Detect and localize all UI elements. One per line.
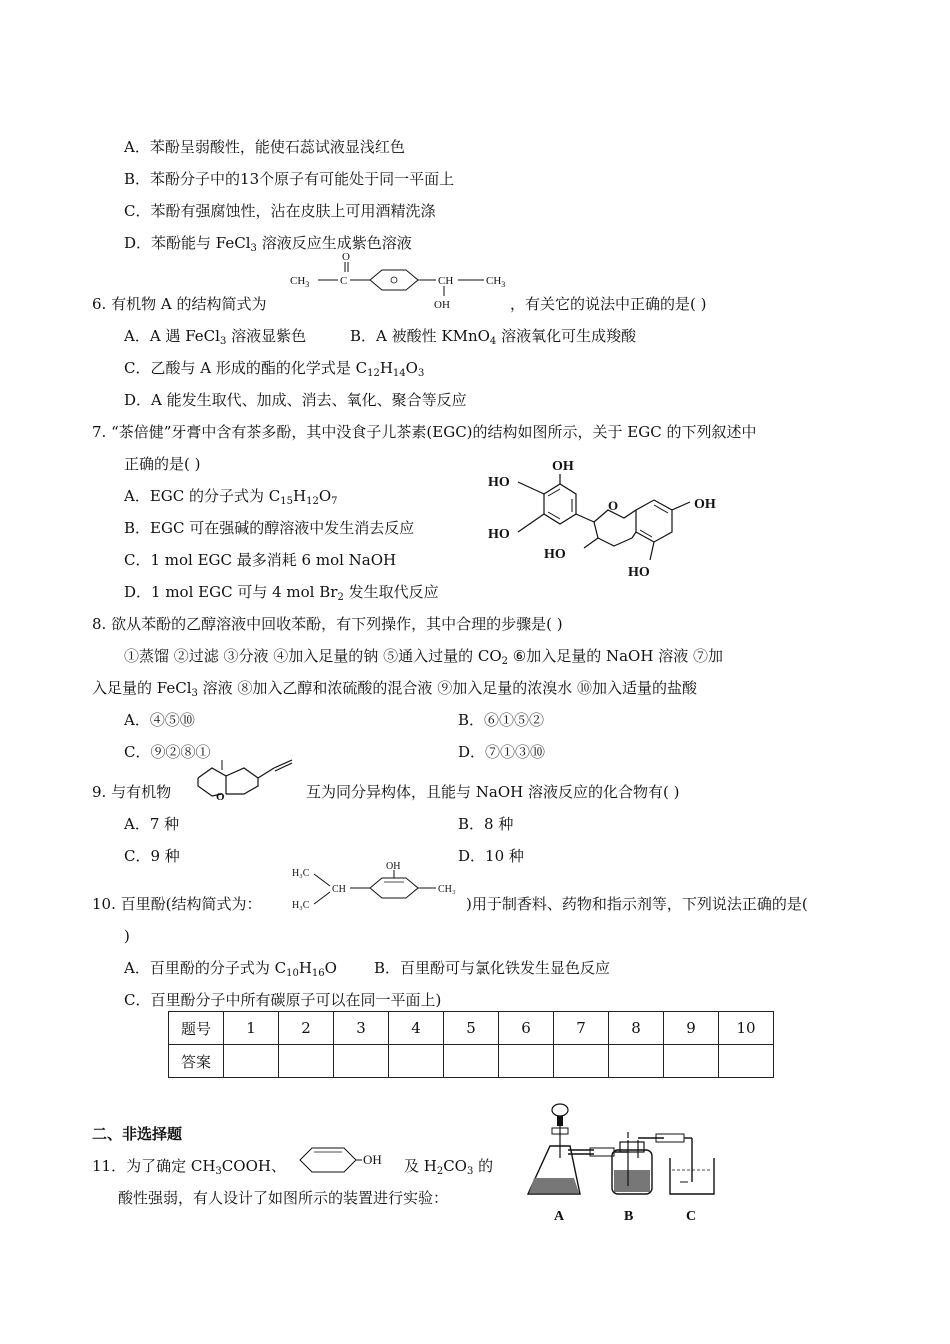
q6-option-b: B．A 被酸性 KMnO$_4$ 溶液氧化可生成羧酸 [350, 327, 637, 347]
svg-text:HO: HO [488, 475, 510, 490]
question-number-cell: 8 [609, 1012, 664, 1045]
q9-option-c: C．9 种 [124, 847, 180, 865]
q8-operations-line1: ①蒸馏 ②过滤 ③分液 ④加入足量的钠 ⑤通入过量的 $CO_2$ ⑥加入足量的 NaOH 溶液 ⑦加 [124, 647, 723, 667]
q10-option-c: C．百里酚分子中所有碳原子可以在同一平面上) [124, 991, 442, 1009]
q10-option-a: A．百里酚的分子式为 $C_{10}H_{16}O$ [124, 959, 337, 979]
answer-cell[interactable] [554, 1045, 609, 1078]
svg-text:CH: CH [332, 884, 346, 895]
question-number-label: 题号 [169, 1012, 224, 1045]
answer-table-answer-row [169, 1045, 774, 1078]
answer-cell[interactable] [334, 1045, 389, 1078]
q6-option-c: C．乙酸与 A 形成的酯的化学式是 $C_{12}H_{14}O_3$ [124, 359, 425, 379]
q9-option-d: D．10 种 [458, 847, 524, 865]
q7-option-c: C．1 mol EGC 最多消耗 6 mol NaOH [124, 551, 397, 569]
question-number-cell: 5 [444, 1012, 499, 1045]
q7-stem-line2: 正确的是( ) [124, 455, 201, 473]
svg-text:C: C [340, 275, 348, 287]
q7-stem-line1: 7. “茶倍健”牙膏中含有茶多酚，其中没食子儿茶素(EGC)的结构如图所示，关于 EGC 的下列叙述中 [92, 423, 757, 441]
svg-text:O: O [342, 251, 350, 263]
q5-option-d: D．苯酚能与 FeCl$_3$ 溶液反应生成紫色溶液 [124, 234, 412, 254]
q5-option-c: C．苯酚有强腐蚀性，沾在皮肤上可用酒精洗涤 [124, 202, 436, 220]
phenol-structure-diagram [296, 1142, 392, 1178]
apparatus-label-c: C [686, 1209, 697, 1224]
svg-text:HO: HO [544, 547, 566, 562]
q5-option-a: A．苯酚呈弱酸性，能使石蕊试液显浅红色 [124, 138, 405, 156]
answer-cell[interactable] [609, 1045, 664, 1078]
svg-text:CH3: $CH_3$ [486, 275, 506, 289]
q10-option-b: B．百里酚可与氯化铁发生显色反应 [374, 959, 611, 977]
apparatus-label-b: B [624, 1209, 634, 1224]
q7-option-a: A．EGC 的分子式为 $C_{15}H_{12}O_7$ [124, 487, 338, 507]
thymol-structure-diagram [290, 860, 466, 916]
q9-stem-start: 9. 与有机物 [92, 783, 172, 801]
q8-operations-line2: 入足量的 FeCl$_3$ 溶液 ⑧加入乙醇和浓硫酸的混合液 ⑨加入足量的浓溴水 ⑩加入适量的盐酸 [92, 679, 697, 699]
apparatus-label-a: A [554, 1209, 565, 1224]
q6-stem-start: 6. 有机物 A 的结构简式为 [92, 295, 267, 313]
q10-stem-start: 10. 百里酚(结构简式为： [92, 895, 262, 913]
q9-stem-end: 互为同分异构体，且能与 NaOH 溶液反应的化合物有( ) [306, 783, 680, 801]
thymol-ring [370, 878, 418, 898]
section-title: 二、非选择题 [92, 1125, 183, 1143]
flask-a [528, 1104, 594, 1194]
svg-text:OH: OH [386, 861, 401, 872]
q6-stem-end: ，有关它的说法中正确的是( ) [510, 295, 707, 313]
svg-text:O: O [216, 791, 225, 803]
q9-option-b: B．8 种 [458, 815, 514, 833]
q11-stem-line1: 11．为了确定 $CH_3COOH$、 及 $H_2CO_3$ 的 [92, 1157, 494, 1177]
answer-table [168, 1011, 774, 1078]
question-number-cell: 7 [554, 1012, 609, 1045]
question-number-cell: 3 [334, 1012, 389, 1045]
question-number-cell: 4 [389, 1012, 444, 1045]
svg-text:H₃C: H₃C [292, 868, 310, 879]
question-number-cell: 10 [719, 1012, 774, 1045]
svg-text:O: O [608, 498, 619, 513]
q7-option-d: D．1 mol EGC 可与 4 mol $Br_2$ 发生取代反应 [124, 583, 439, 603]
q9-structure-diagram [192, 756, 302, 804]
svg-text:HO: HO [488, 527, 510, 542]
egc-ring-a [636, 500, 672, 542]
q8-option-c: C．⑨②⑧① [124, 743, 211, 761]
answer-cell[interactable] [279, 1045, 334, 1078]
q6-option-d: D．A 能发生取代、加成、消去、氧化、聚合等反应 [124, 391, 467, 409]
q6-structure-diagram [288, 250, 520, 312]
svg-text:H₃C: H₃C [292, 900, 310, 911]
svg-text:HO: HO [628, 565, 650, 580]
answer-label: 答案 [169, 1045, 224, 1078]
phenol-ring [300, 1148, 356, 1172]
q9-option-a: A．7 种 [124, 815, 180, 833]
answer-cell[interactable] [444, 1045, 499, 1078]
q8-option-a: A．④⑤⑩ [124, 711, 195, 729]
q11-stem-line2: 酸性强弱，有人设计了如图所示的装置进行实验： [118, 1189, 449, 1207]
q10-stem-line2: ) [124, 927, 130, 945]
q10-stem-end: )用于制香料、药物和指示剂等，下列说法正确的是( [466, 895, 808, 913]
egc-ring-b [544, 484, 576, 524]
svg-text:OH: OH [694, 497, 716, 512]
answer-cell[interactable] [664, 1045, 719, 1078]
experiment-apparatus-diagram [524, 1098, 724, 1228]
egc-structure-diagram [484, 452, 740, 582]
answer-table-header-row [169, 1012, 774, 1045]
answer-cell[interactable] [719, 1045, 774, 1078]
svg-text:OH: OH [552, 459, 574, 474]
answer-cell[interactable] [224, 1045, 279, 1078]
q6-ch3-label: $CH_3$ [290, 275, 310, 289]
answer-cell[interactable] [389, 1045, 444, 1078]
q6-option-a: A．A 遇 FeCl$_3$ 溶液显紫色 [124, 327, 307, 347]
svg-text:CH₃: CH₃ [438, 884, 456, 895]
question-number-cell: 6 [499, 1012, 554, 1045]
question-number-cell: 9 [664, 1012, 719, 1045]
answer-cell[interactable] [499, 1045, 554, 1078]
question-number-cell: 2 [279, 1012, 334, 1045]
q5-option-b: B．苯酚分子中的13个原子有可能处于同一平面上 [124, 170, 455, 188]
svg-text:CH: CH [438, 275, 454, 287]
svg-text:OH: OH [434, 299, 450, 311]
benzene-ring [370, 270, 418, 290]
q8-option-b: B．⑥①⑤② [458, 711, 545, 729]
svg-text:OH: OH [363, 1152, 382, 1167]
q8-stem: 8. 欲从苯酚的乙醇溶液中回收苯酚，有下列操作，其中合理的步骤是( ) [92, 615, 563, 633]
q8-option-d: D．⑦①③⑩ [458, 743, 546, 761]
q7-option-b: B．EGC 可在强碱的醇溶液中发生消去反应 [124, 519, 415, 537]
question-number-cell: 1 [224, 1012, 279, 1045]
